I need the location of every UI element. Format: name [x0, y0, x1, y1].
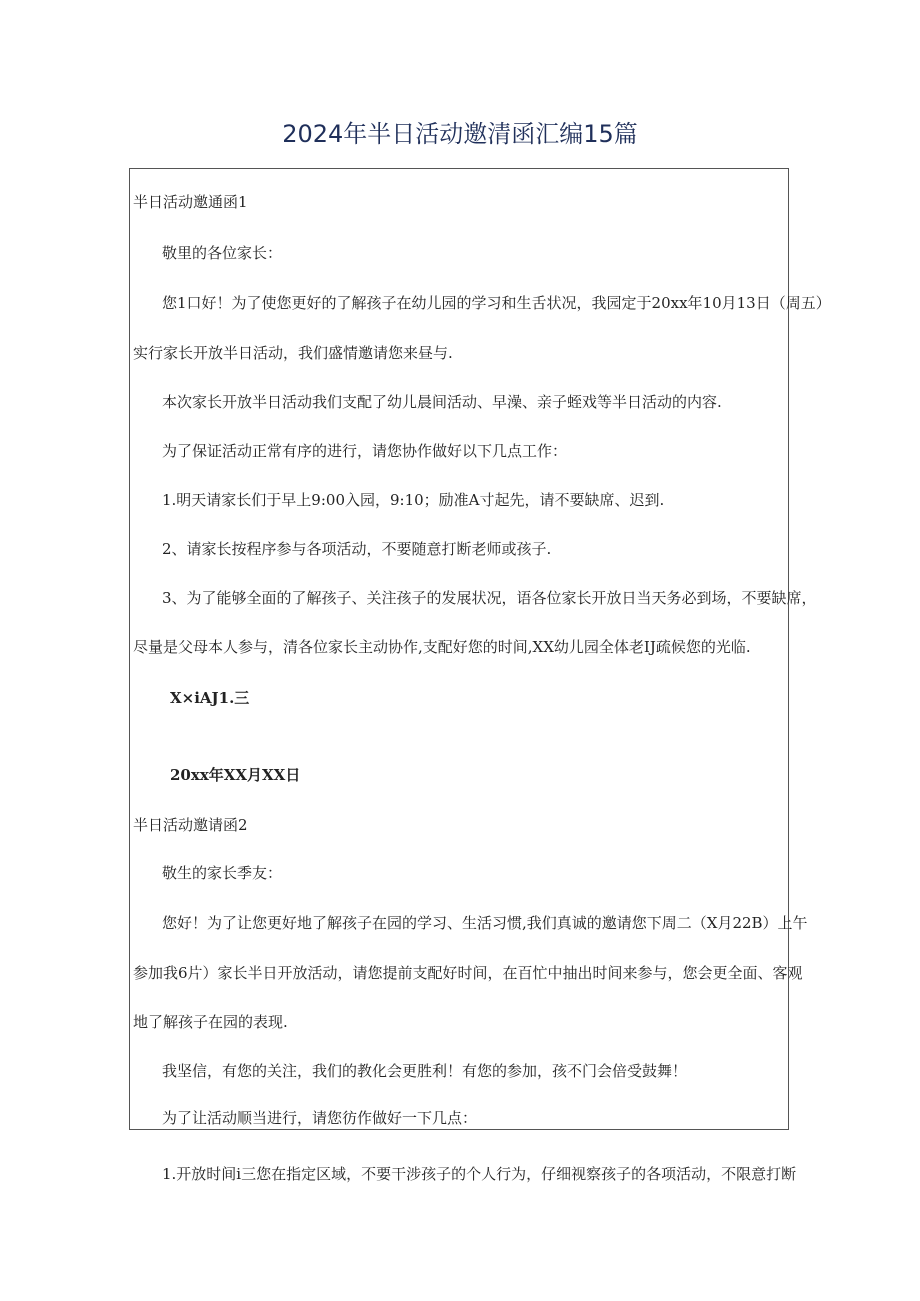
list-item: 3、为了能够全面的了解孩子、关注孩子的发展状况，语各位家长开放日当天务必到场，不要缺席，	[162, 589, 817, 607]
paragraph-line: 地了解孩子在园的表现.	[133, 1013, 288, 1031]
greeting-2: 敬生的家长季友：	[162, 864, 283, 882]
section-heading-1: 半日活动邀通函1	[133, 193, 248, 211]
paragraph-line: 您好！为了让您更好地了解孩子在园的学习、生活习惯,我们真诚的邀请您下周二（X月22B）上午	[162, 914, 808, 932]
paragraph-line: 实行家长开放半日活动，我们盛情邀请您来昼与.	[133, 344, 453, 362]
list-item: 2、请家长按程序参与各项活动，不要随意打断老师或孩子.	[162, 540, 552, 558]
date-line: 20xx年XX月XX日	[170, 766, 301, 784]
paragraph-line: 参加我6片）家长半日开放活动，请您提前支配好时间，在百忙中抽出时间来参与，您会更全面、客观	[133, 964, 803, 982]
paragraph-line: 为了让活动顺当进行，请您彷作做好一下几点：	[162, 1109, 478, 1127]
page-title: 2024年半日活动邀清函汇编15篇	[282, 120, 638, 148]
paragraph-line: 本次家长开放半日活动我们支配了幼儿晨间活动、早澡、亲子蛭戏等半日活动的内容.	[162, 393, 722, 411]
list-item: 1.明天请家长们于早上9:00入园，9:10；励准A寸起先，请不要缺席、迟到.	[162, 491, 665, 509]
paragraph-line: 尽量是父母本人参与，清各位家长主动协作,支配好您的时间,XX幼儿园全体老IJ疏候您的光临.	[133, 638, 751, 656]
paragraph-line: 我坚信，有您的关注，我们的教化会更胜利！有您的参加，孩不门会倍受鼓舞！	[162, 1062, 688, 1080]
greeting-1: 敬里的各位家长：	[162, 244, 283, 262]
signature: X×iAJ1.三	[170, 689, 250, 707]
section-heading-2: 半日活动邀请函2	[133, 816, 248, 834]
paragraph-line: 您1口好！为了使您更好的了解孩子在幼儿园的学习和生舌状况，我园定于20xx年10月13日（周五）	[162, 294, 831, 312]
list-item: 1.开放时间i三您在指定区域，不要干涉孩子的个人行为，仔细视察孩子的各项活动，不限意打断	[162, 1165, 797, 1183]
paragraph-line: 为了保证活动正常有序的进行，请您协作做好以下几点工作：	[162, 442, 568, 460]
